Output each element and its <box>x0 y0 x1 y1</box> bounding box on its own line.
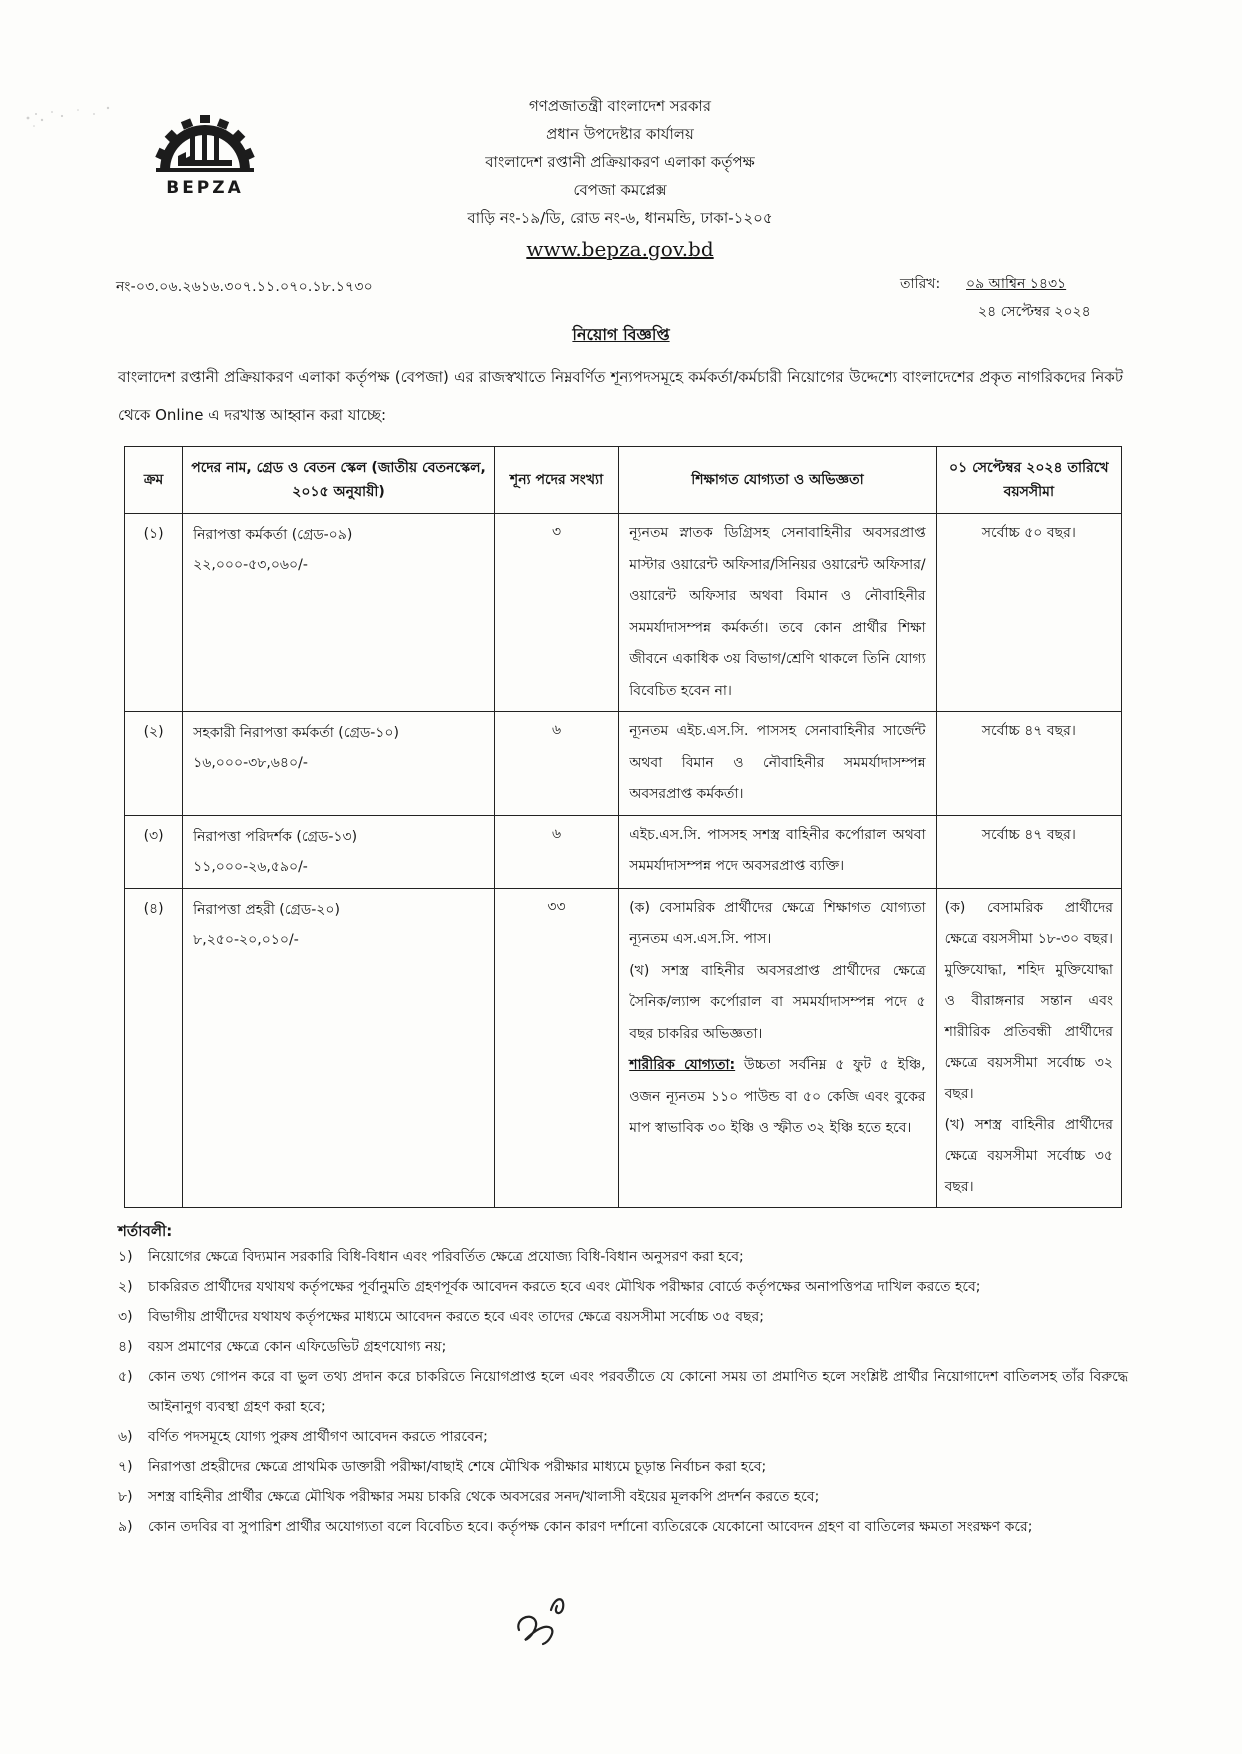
row-post <box>183 712 495 816</box>
row-qualification <box>619 888 936 1207</box>
pay-scale: ২২,০০০-৫৩,০৬০/- <box>193 557 308 573</box>
date-bangla: ০৯ আশ্বিন ১৪৩১ <box>966 276 1067 292</box>
qualification-armed-forces: (খ) সশস্ত্র বাহিনীর অবসরপ্রাপ্ত প্রার্থীদের ক্ষেত্রে সৈনিক/ল্যান্স কর্পোরাল বা সমমর্যাদাসম্পন্ন পদে ৫ বছর চাকরির অভিজ্ঞতা। <box>629 962 926 1042</box>
term-number: ৭) <box>118 1459 133 1475</box>
row-qualification: ন্যূনতম এইচ.এস.সি. পাসসহ সেনাবাহিনীর সার্জেন্ট অথবা বিমান ও নৌবাহিনীর সমমর্যাদাসম্পন্ন অবসরপ্রাপ্ত কর্মকর্তা। <box>619 712 936 816</box>
header-post: পদের নাম, গ্রেড ও বেতন স্কেল (জাতীয় বেতনস্কেল, ২০১৫ অনুযায়ী) <box>183 447 495 514</box>
row-age <box>936 888 1121 1207</box>
term-text: নিরাপত্তা প্রহরীদের ক্ষেত্রে প্রাথমিক ডাক্তারী পরীক্ষা/বাছাই শেষে মৌখিক পরীক্ষার মাধ্যমে চূড়ান্ত নির্বাচন করা হবে; <box>148 1459 767 1475</box>
pay-scale: ১১,০০০-২৬,৫৯০/- <box>193 858 308 875</box>
qualification-civilian: (ক) বেসামরিক প্রার্থীদের ক্ষেত্রে শিক্ষাগত যোগ্যতা ন্যূনতম এস.এস.সি. পাস। <box>629 899 926 947</box>
term-number: ৬) <box>118 1429 133 1445</box>
list-item <box>118 1422 1128 1452</box>
header-line-5: বাড়ি নং-১৯/ডি, রোড নং-৬, ধানমন্ডি, ঢাকা-১২০৫ <box>467 209 773 227</box>
date-label: তারিখ: <box>900 276 941 292</box>
row-count: ৩৩ <box>494 888 618 1207</box>
list-item <box>118 1452 1128 1482</box>
header-sl: ক্রম <box>125 447 183 514</box>
memo-number: নং-০৩.০৬.২৬১৬.৩০৭.১১.০৭০.১৮.১৭৩০ <box>116 279 373 295</box>
logo-wordmark: BEPZA <box>166 178 244 198</box>
age-civilian: (ক) বেসামরিক প্রার্থীদের ক্ষেত্রে বয়সসীমা ১৮-৩০ বছর। মুক্তিযোদ্ধা, শহিদ মুক্তিযোদ্ধা ও বীরাঙ্গনার সন্তান এবং শারীরিক প্রতিবন্ধী প্রার্থীদের ক্ষেত্রে বয়সসীমা সর্বোচ্চ ৩২ বছর। <box>944 899 1113 1102</box>
header-qualification: শিক্ষাগত যোগ্যতা ও অভিজ্ঞতা <box>619 447 936 514</box>
table-row <box>125 712 1122 816</box>
row-count: ৬ <box>494 815 618 888</box>
row-age: সর্বোচ্চ ৪৭ বছর। <box>936 712 1121 816</box>
term-text: কোন তদবির বা সুপারিশ প্রার্থীর অযোগ্যতা বলে বিবেচিত হবে। কর্তৃপক্ষ কোন কারণ দর্শানো ব্যতিরেকে যেকোনো আবেদন গ্রহণ বা বাতিলের ক্ষমতা সংরক্ষণ করে; <box>148 1519 1033 1535</box>
physical-text: উচ্চতা সর্বনিম্ন ৫ ফুট ৫ ইঞ্চি, ওজন ন্যূনতম ১১০ পাউন্ড বা ৫০ কেজি এবং বুকের মাপ স্বাভাবিক ৩০ ইঞ্চি ও স্ফীত ৩২ ইঞ্চি হতে হবে। <box>629 1057 926 1136</box>
row-sl: (৩) <box>125 815 183 888</box>
bepza-logo <box>150 100 260 200</box>
post-name: নিরাপত্তা প্রহরী (গ্রেড-২০) <box>193 901 340 918</box>
row-post <box>183 815 495 888</box>
list-item <box>118 1362 1128 1422</box>
table-row <box>125 815 1122 888</box>
website-link[interactable]: www.bepza.gov.bd <box>526 237 714 261</box>
row-qualification: এইচ.এস.সি. পাসসহ সশস্ত্র বাহিনীর কর্পোরাল অথবা সমমর্যাদাসম্পন্ন পদে অবসরপ্রাপ্ত ব্যক্তি। <box>619 815 936 888</box>
header-line-2: প্রধান উপদেষ্টার কার্যালয় <box>546 125 694 143</box>
term-number: ৪) <box>118 1339 133 1355</box>
table-header-row <box>125 447 1122 514</box>
term-number: ৫) <box>118 1369 133 1385</box>
terms-title: শর্তাবলী: <box>118 1222 173 1240</box>
term-text: নিয়োগের ক্ষেত্রে বিদ্যমান সরকারি বিধি-বিধান এবং পরিবর্তিত ক্ষেত্রে প্রযোজ্য বিধি-বিধান অনুসরণ করা হবে; <box>148 1249 744 1265</box>
list-item <box>118 1482 1128 1512</box>
term-number: ২) <box>118 1279 133 1295</box>
list-item <box>118 1272 1128 1302</box>
notice-title: নিয়োগ বিজ্ঞপ্তি <box>572 325 670 344</box>
row-count: ৬ <box>494 712 618 816</box>
term-text: বয়স প্রমাণের ক্ষেত্রে কোন এফিডেভিট গ্রহণযোগ্য নয়; <box>148 1339 447 1355</box>
list-item <box>118 1512 1128 1542</box>
term-text: কোন তথ্য গোপন করে বা ভুল তথ্য প্রদান করে চাকরিতে নিয়োগপ্রাপ্ত হলে এবং পরবর্তীতে যে কোনো সময় তা প্রমাণিত হলে সংশ্লিষ্ট প্রার্থীর নিয়োগাদেশ বাতিলসহ তাঁর বিরুদ্ধে আইনানুগ ব্যবস্থা গ্রহণ করা হবে; <box>148 1369 1128 1415</box>
term-text: বিভাগীয় প্রার্থীদের যথাযথ কর্তৃপক্ষের মাধ্যমে আবেদন করতে হবে এবং তাদের ক্ষেত্রে বয়সসীমা সর্বোচ্চ ৩৫ বছর; <box>148 1309 764 1325</box>
date-english: ২৪ সেপ্টেম্বর ২০২৪ <box>978 304 1091 320</box>
row-post <box>183 514 495 712</box>
row-sl: (১) <box>125 514 183 712</box>
list-item <box>118 1332 1128 1362</box>
intro-paragraph: বাংলাদেশ রপ্তানী প্রক্রিয়াকরণ এলাকা কর্তৃপক্ষ (বেপজা) এর রাজস্বখাতে নিম্নবর্ণিত শূন্যপদসমূহে কর্মকর্তা/কর্মচারী নিয়োগের উদ্দেশ্যে বাংলাদেশের প্রকৃত নাগরিকদের নিকট থেকে Online এ দরখাস্ত আহ্বান করা যাচ্ছে: <box>118 368 1123 424</box>
header-line-1: গণপ্রজাতন্ত্রী বাংলাদেশ সরকার <box>528 97 712 115</box>
row-sl: (২) <box>125 712 183 816</box>
term-number: ১) <box>118 1249 133 1265</box>
row-age: সর্বোচ্চ ৪৭ বছর। <box>936 815 1121 888</box>
row-age: সর্বোচ্চ ৫০ বছর। <box>936 514 1121 712</box>
pay-scale: ১৬,০০০-৩৮,৬৪০/- <box>193 755 308 771</box>
date-block <box>900 270 1120 326</box>
table-row <box>125 514 1122 712</box>
header-line-3: বাংলাদেশ রপ্তানী প্রক্রিয়াকরণ এলাকা কর্তৃপক্ষ <box>485 153 755 171</box>
term-number: ৮) <box>118 1489 133 1505</box>
row-sl: (৪) <box>125 888 183 1207</box>
letterhead <box>340 92 900 264</box>
pay-scale: ৮,২৫০-২০,০১০/- <box>193 931 299 948</box>
post-name: সহকারী নিরাপত্তা কর্মকর্তা (গ্রেড-১০) <box>193 725 399 741</box>
list-item <box>118 1242 1128 1272</box>
row-post <box>183 888 495 1207</box>
bepza-gear-icon <box>150 100 260 180</box>
term-text: সশস্ত্র বাহিনীর প্রার্থীর ক্ষেত্রে মৌখিক পরীক্ষার সময় চাকরি থেকে অবসরের সনদ/খালাসী বইয়ের মূলকপি প্রদর্শন করতে হবে; <box>148 1489 820 1505</box>
header-age: ০১ সেপ্টেম্বর ২০২৪ তারিখে বয়সসীমা <box>936 447 1121 514</box>
row-qualification: ন্যূনতম স্নাতক ডিগ্রিসহ সেনাবাহিনীর অবসরপ্রাপ্ত মাস্টার ওয়ারেন্ট অফিসার/সিনিয়র ওয়ারেন্ট অফিসার/ ওয়ারেন্ট অফিসার অথবা বিমান ও নৌবাহিনীর সমমর্যাদাসম্পন্ন কর্মকর্তা। তবে কোন প্রার্থীর শিক্ষা জীবনে একাধিক ৩য় বিভাগ/শ্রেণি থাকলে তিনি যোগ্য বিবেচিত হবেন না। <box>619 514 936 712</box>
term-number: ৩) <box>118 1309 133 1325</box>
list-item <box>118 1302 1128 1332</box>
post-name: নিরাপত্তা পরিদর্শক (গ্রেড-১৩) <box>193 828 358 845</box>
header-count: শূন্য পদের সংখ্যা <box>494 447 618 514</box>
term-text: বর্ণিত পদসমূহে যোগ্য পুরুষ প্রার্থীগণ আবেদন করতে পারবেন; <box>148 1429 488 1445</box>
post-name: নিরাপত্তা কর্মকর্তা (গ্রেড-০৯) <box>193 527 353 543</box>
age-armed-forces: (খ) সশস্ত্র বাহিনীর প্রার্থীদের ক্ষেত্রে বয়সসীমা সর্বোচ্চ ৩৫ বছর। <box>944 1116 1113 1195</box>
table-row <box>125 888 1122 1207</box>
physical-requirement <box>629 1050 925 1145</box>
term-text: চাকরিরত প্রার্থীদের যথাযথ কর্তৃপক্ষের পূর্বানুমতি গ্রহণপূর্বক আবেদন করতে হবে এবং মৌখিক পরীক্ষার বোর্ডে কর্তৃপক্ষের অনাপত্তিপত্র দাখিল করতে হবে; <box>148 1279 981 1295</box>
signature-initial <box>505 1590 585 1650</box>
row-count: ৩ <box>494 514 618 712</box>
scan-smudge <box>18 100 138 140</box>
header-line-4: বেপজা কমপ্লেক্স <box>573 181 667 199</box>
terms-list <box>118 1242 1128 1542</box>
term-number: ৯) <box>118 1519 133 1535</box>
physical-label: শারীরিক যোগ্যতা: <box>629 1057 736 1073</box>
vacancy-table <box>124 446 1122 1208</box>
